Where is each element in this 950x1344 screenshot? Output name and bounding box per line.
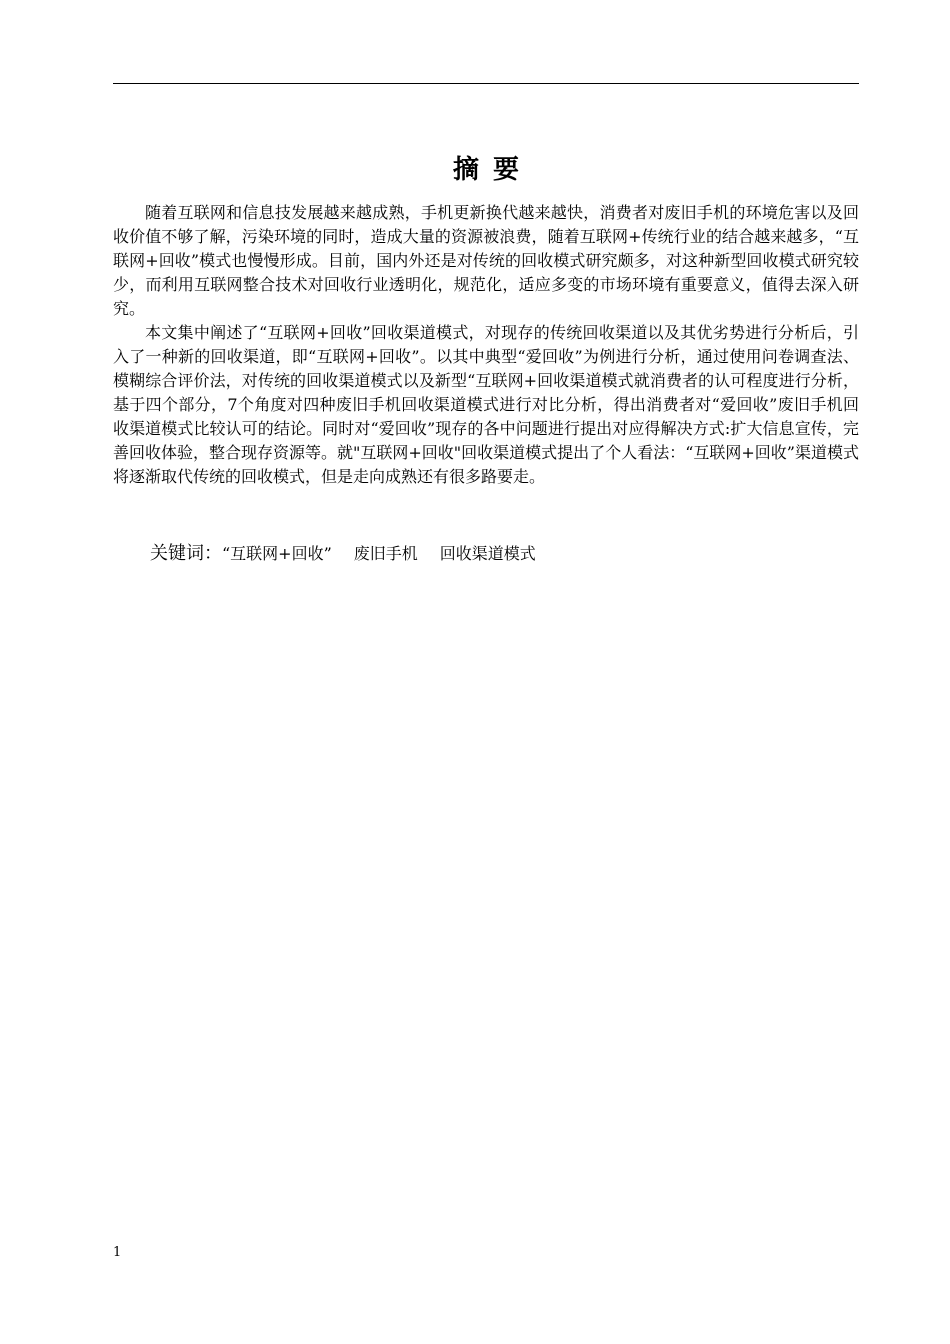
abstract-paragraph-1: 随着互联网和信息技发展越来越成熟，手机更新换代越来越快，消费者对废旧手机的环境危害以及回收价值不够了解，污染环境的同时，造成大量的资源被浪费，随着互联网+传统行业的结合越来越多，“互联网+回收”模式也慢慢形成。目前，国内外还是对传统的回收模式研究颇多，对这种新型回收模式研究较少，而利用互联网整合技术对回收行业透明化，规范化，适应多变的市场环境有重要意义，值得去深入研究。	[113, 203, 859, 318]
keyword-item: 回收渠道模式	[439, 544, 536, 563]
header-rule	[113, 83, 859, 84]
abstract-paragraph-2: 本文集中阐述了“互联网+回收”回收渠道模式，对现存的传统回收渠道以及其优劣势进行分析后，引入了一种新的回收渠道，即“互联网+回收”。以其中典型“爱回收”为例进行分析，通过使用问卷调查法、模糊综合评价法，对传统的回收渠道模式以及新型“互联网+回收渠道模式就消费者的认可程度进行分析，基于四个部分，7个角度对四种废旧手机回收渠道模式进行对比分析，得出消费者对“爱回收”废旧手机回收渠道模式比较认可的结论。同时对“爱回收”现存的各中问题进行提出对应得解决方式:扩大信息宣传，完善回收体验，整合现存资源等。就"互联网+回收"回收渠道模式提出了个人看法：“互联网+回收”渠道模式将逐渐取代传统的回收模式，但是走向成熟还有很多路要走。	[113, 323, 859, 486]
page-number: 1	[113, 1245, 122, 1260]
keywords-label: 关键词：	[150, 543, 222, 564]
keyword-item: 废旧手机	[353, 544, 418, 563]
keywords-line	[150, 540, 859, 568]
abstract-body	[113, 201, 859, 489]
page-title: 摘要	[452, 155, 533, 185]
keyword-item: “互联网+回收”	[222, 544, 332, 563]
